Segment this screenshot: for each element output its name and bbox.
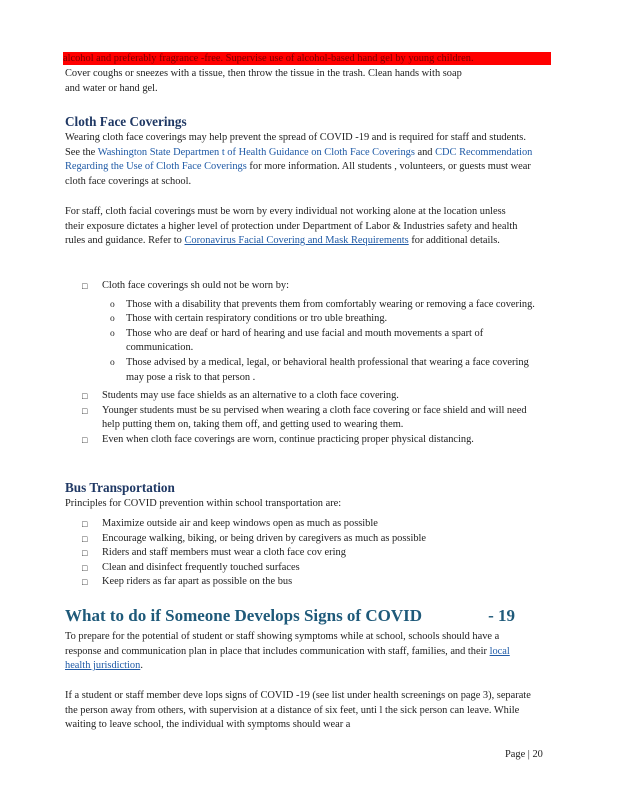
list-item [82,517,542,532]
square-bullet-icon: □ [82,391,88,402]
list-item-text: Students may use face shields as an alternative to a cloth face covering. [102,390,399,402]
square-bullet-icon: □ [82,405,88,416]
list-item [82,279,542,385]
square-bullet-icon: □ [82,434,88,445]
list-item-text: Keep riders as far apart as possible on the bus [102,576,293,588]
heading-text: What to do if Someone Develops Signs of COVID [65,606,423,625]
local-health-jurisdiction-link[interactable]: local health jurisdiction [65,645,510,672]
paragraph-text: for more information. All students , volunteers, or guests must wear cloth face coverings at school. [65,161,531,187]
wa-doh-guidance-link[interactable]: Washington State Departmen t of Health Guidance on Cloth Face Coverings [97,146,415,158]
sub-list-item-text: Those with a disability that prevents them from comfortably wearing or removing a face covering. [126,298,535,310]
list-item-text: Encourage walking, biking, or being driven by caregivers as much as possible [102,532,427,544]
bus-bullet-list [82,517,542,590]
bus-intro: Principles for COVID prevention within school transportation are: [65,498,342,509]
sub-list-item [108,312,542,327]
square-bullet-icon: □ [82,548,88,559]
sub-list-item-text: Those who are deaf or hard of hearing and use facial and mouth movements a spart of communication. [126,327,484,354]
list-item-text: Riders and staff members must wear a cloth face cov ering [102,547,346,559]
list-item-text: Younger students must be su pervised when wearing a cloth face covering or face shield and will need help putting them on, taking them off, and getting used to wearing them. [102,404,527,431]
cloth-bullet-list [82,279,542,448]
circle-bullet-icon: o [110,357,115,368]
sub-list-item [108,356,542,385]
list-item [82,433,542,448]
circle-bullet-icon: o [110,328,115,339]
paragraph-text: For staff, cloth facial coverings must be worn by every individual not working alone at the location unless their exposure dictates a higher level of protection under Department of Labor & Industries safety and health rules and guidance. Refer to [65,206,518,247]
square-bullet-icon: □ [82,519,88,529]
list-item [82,575,542,590]
cdc-recommendation-link[interactable]: CDC Recommendation Regarding the Use of Cloth Face Coverings [65,146,533,173]
sub-list-item-text: Those with certain respiratory conditions or tro uble breathing. [126,313,388,325]
paragraph-text: for additional details. [411,235,500,247]
square-bullet-icon: □ [82,533,88,544]
heading-text: - 19 [488,606,515,625]
list-item-text: Cloth face coverings sh ould not be worn by: [102,280,289,291]
square-bullet-icon: □ [82,562,88,573]
page-number: Page | 20 [505,749,543,760]
sub-list-item [108,298,542,313]
mask-requirements-link[interactable]: Coronavirus Facial Covering and Mask Requirements [184,235,409,247]
section-heading-cloth: Cloth Face Coverings [65,114,187,129]
paragraph-text: . [140,660,143,672]
square-bullet-icon: □ [82,577,88,588]
body-line: and water or hand gel. [65,83,158,94]
paragraph-text: Wearing cloth face coverings may help prevent the spread of COVID -19 and is required for staff [65,132,470,143]
list-item [82,561,542,576]
circle-bullet-icon: o [110,314,115,325]
paragraph-text: and students. See the [65,132,526,158]
sub-list-item-text: Those advised by a medical, legal, or behavioral health professional that wearing a face covering may pose a risk to that person . [126,356,529,383]
section-heading-bus: Bus Transportation [65,480,175,495]
sub-list-item [108,327,542,356]
list-item [82,546,542,561]
highlighted-line: alcohol and preferably fragrance -free. Supervise use of alcohol-based hand gel by young children. [63,52,551,65]
list-item [82,404,542,433]
square-bullet-icon: □ [82,281,88,291]
paragraph-text: To prepare for the potential of student or staff showing symptoms while at school, schools should have a response and communication plan in place that includes communication with staff, families, and their [65,631,500,657]
body-line: Cover coughs or sneezes with a tissue, then throw the tissue in the trash. Clean hands with soap [65,68,462,79]
list-item [82,532,542,547]
signs-paragraph-2: If a student or staff member deve lops signs of COVID -19 (see list under health screenings on page 3), separate the person away from others, with supervision at a distance of six feet, unti l the sick person can leave. While waiting to leave school, the individual with symptoms should wear a [65,690,531,731]
cloth-paragraph-2 [65,205,520,249]
sub-bullet-list [108,298,542,386]
paragraph-text: and [417,146,433,158]
list-item [82,389,542,404]
cloth-paragraph-1 [65,131,537,189]
list-item-text: Maximize outside air and keep windows open as much as possible [102,518,378,529]
circle-bullet-icon: o [110,299,115,310]
list-item-text: Even when cloth face coverings are worn, continue practicing proper physical distancing. [102,433,474,445]
signs-paragraph-1 [65,630,523,674]
section-heading-covid-signs [65,606,515,626]
list-item-text: Clean and disinfect frequently touched surfaces [102,561,300,573]
